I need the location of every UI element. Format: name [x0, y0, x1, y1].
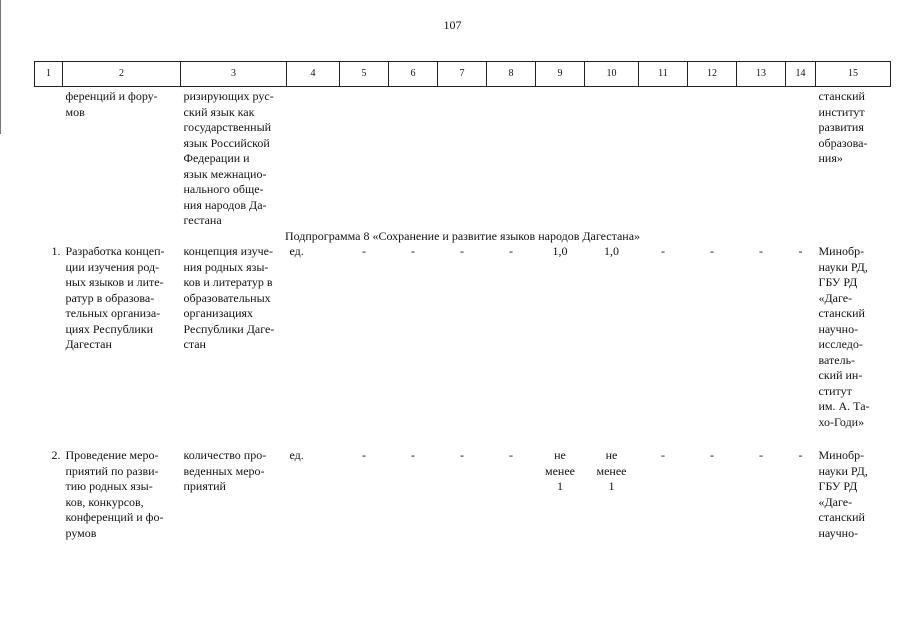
text-line: 1,0 — [604, 244, 619, 258]
subprogram-row — [35, 229, 891, 245]
col-header: 8 — [487, 62, 536, 87]
text-line: государственный — [183, 120, 272, 134]
continued-row — [35, 87, 891, 229]
text-line: научно- — [818, 525, 859, 540]
text-line: ния» — [818, 151, 843, 165]
indicator-name — [181, 448, 287, 541]
text-line: науки РД, — [818, 259, 868, 274]
text-line: Разработка концеп- — [65, 244, 165, 258]
text-line: ных языков и лите- — [65, 275, 164, 289]
text-line: станский — [818, 306, 865, 320]
measure-name — [63, 448, 181, 541]
text-line: ков и литератур в — [183, 275, 273, 289]
text-line: Проведение меро- — [65, 448, 159, 462]
col-header: 14 — [786, 62, 816, 87]
text-line: циях Республики — [65, 321, 154, 336]
measure-name — [63, 244, 181, 430]
value-cell: - — [460, 244, 464, 258]
col-header: 10 — [585, 62, 639, 87]
page-number: 107 — [443, 18, 462, 32]
text-line: ГБУ РД — [818, 479, 858, 493]
text-line: количество про- — [183, 448, 267, 462]
text-line: ков, конкурсов, — [65, 494, 144, 509]
table-row — [35, 244, 891, 430]
executor — [816, 244, 891, 430]
value-cell: - — [509, 244, 513, 258]
text-line: ризирующих рус- — [183, 89, 274, 103]
text-line: приятий по разви- — [65, 463, 159, 478]
value-cell — [536, 244, 585, 430]
text-line: Дагестан — [65, 337, 112, 351]
continued-name — [63, 87, 181, 229]
indicator-name — [181, 244, 287, 430]
text-line: ратур в образова- — [65, 290, 155, 305]
text-line: 1,0 — [552, 244, 568, 258]
text-line: язык межнацио- — [183, 166, 267, 181]
text-line: язык Российской — [183, 135, 270, 150]
text-line: ский язык как — [183, 104, 255, 119]
text-line: Минобр- — [818, 244, 865, 258]
text-line: Федерации и — [183, 151, 250, 165]
program-table — [34, 61, 891, 541]
text-line: ГБУ РД — [818, 275, 858, 289]
text-line: стан — [183, 337, 206, 351]
text-line: хо-Годи» — [818, 414, 865, 429]
col-header: 9 — [536, 62, 585, 87]
text-line: науки РД, — [818, 463, 868, 478]
text-line: ния родных язы- — [183, 259, 269, 274]
text-line: научно- — [818, 321, 859, 336]
text-line: им. А. Та- — [818, 399, 870, 413]
text-line: институт — [818, 104, 865, 119]
text-line: развития — [818, 120, 864, 134]
col-header: 2 — [63, 62, 181, 87]
row-number: 2. — [51, 448, 61, 462]
text-line: ститут — [818, 383, 852, 398]
value-cell: - — [661, 448, 665, 462]
text-line: образовательных — [183, 290, 271, 305]
unit: ед. — [289, 244, 304, 258]
continued-indicator — [181, 87, 287, 229]
col-header: 7 — [438, 62, 487, 87]
text-line: не — [554, 448, 566, 462]
col-header: 1 — [35, 62, 63, 87]
text-line: веденных меро- — [183, 463, 265, 478]
text-line: тию родных язы- — [65, 479, 153, 493]
text-line: румов — [65, 525, 97, 540]
value-cell: - — [759, 244, 763, 258]
row-number: 1. — [51, 244, 61, 258]
text-line: 1 — [557, 479, 563, 493]
text-line: «Даге- — [818, 494, 853, 509]
text-line: ния народов Да- — [183, 197, 267, 212]
col-header: 6 — [389, 62, 438, 87]
col-header: 3 — [181, 62, 287, 87]
text-line: мов — [65, 104, 85, 119]
text-line: гестана — [183, 213, 222, 227]
text-line: станский — [818, 510, 865, 524]
table-row — [35, 448, 891, 541]
text-line: ференций и фору- — [65, 89, 158, 103]
continued-executor — [816, 87, 891, 229]
column-number-header — [35, 62, 891, 87]
col-header: 5 — [340, 62, 389, 87]
value-cell: - — [710, 448, 714, 462]
col-header: 13 — [737, 62, 786, 87]
text-line: концепция изуче- — [183, 244, 273, 258]
executor — [816, 448, 891, 541]
text-line: организациях — [183, 306, 254, 320]
text-line: исследо- — [818, 337, 863, 351]
text-line: ватель- — [818, 352, 856, 367]
text-line: «Даге- — [818, 290, 853, 305]
value-cell — [536, 448, 585, 541]
value-cell: - — [798, 244, 803, 258]
value-cell — [585, 448, 639, 541]
text-line: менее — [596, 463, 627, 478]
value-cell: - — [411, 244, 415, 258]
col-header: 4 — [287, 62, 340, 87]
col-header: 12 — [688, 62, 737, 87]
value-cell: - — [661, 244, 665, 258]
text-line: ский ин- — [818, 368, 863, 382]
unit: ед. — [289, 448, 304, 462]
value-cell: - — [460, 448, 464, 462]
value-cell: - — [362, 448, 366, 462]
text-line: нального обще- — [183, 182, 264, 196]
text-line: станский — [818, 89, 865, 103]
text-line: менее — [545, 463, 575, 478]
text-line: приятий — [183, 479, 226, 493]
text-line: образова- — [818, 135, 868, 150]
text-line: 1 — [608, 479, 615, 493]
text-line: ции изучения род- — [65, 259, 160, 274]
value-cell: - — [509, 448, 513, 462]
text-line: Минобр- — [818, 448, 865, 462]
value-cell: - — [798, 448, 803, 462]
col-header: 15 — [816, 62, 891, 87]
value-cell: - — [710, 244, 714, 258]
value-cell: - — [759, 448, 763, 462]
subprogram-title: Подпрограмма 8 «Сохранение и развитие языков народов Дагестана» — [284, 228, 641, 243]
col-header: 11 — [639, 62, 688, 87]
text-line: Республики Даге- — [183, 321, 275, 336]
value-cell: - — [411, 448, 415, 462]
text-line: конференций и фо- — [65, 510, 164, 524]
value-cell: - — [362, 244, 366, 258]
value-cell — [585, 244, 639, 430]
text-line: не — [605, 448, 618, 462]
text-line: тельных организа- — [65, 306, 161, 320]
